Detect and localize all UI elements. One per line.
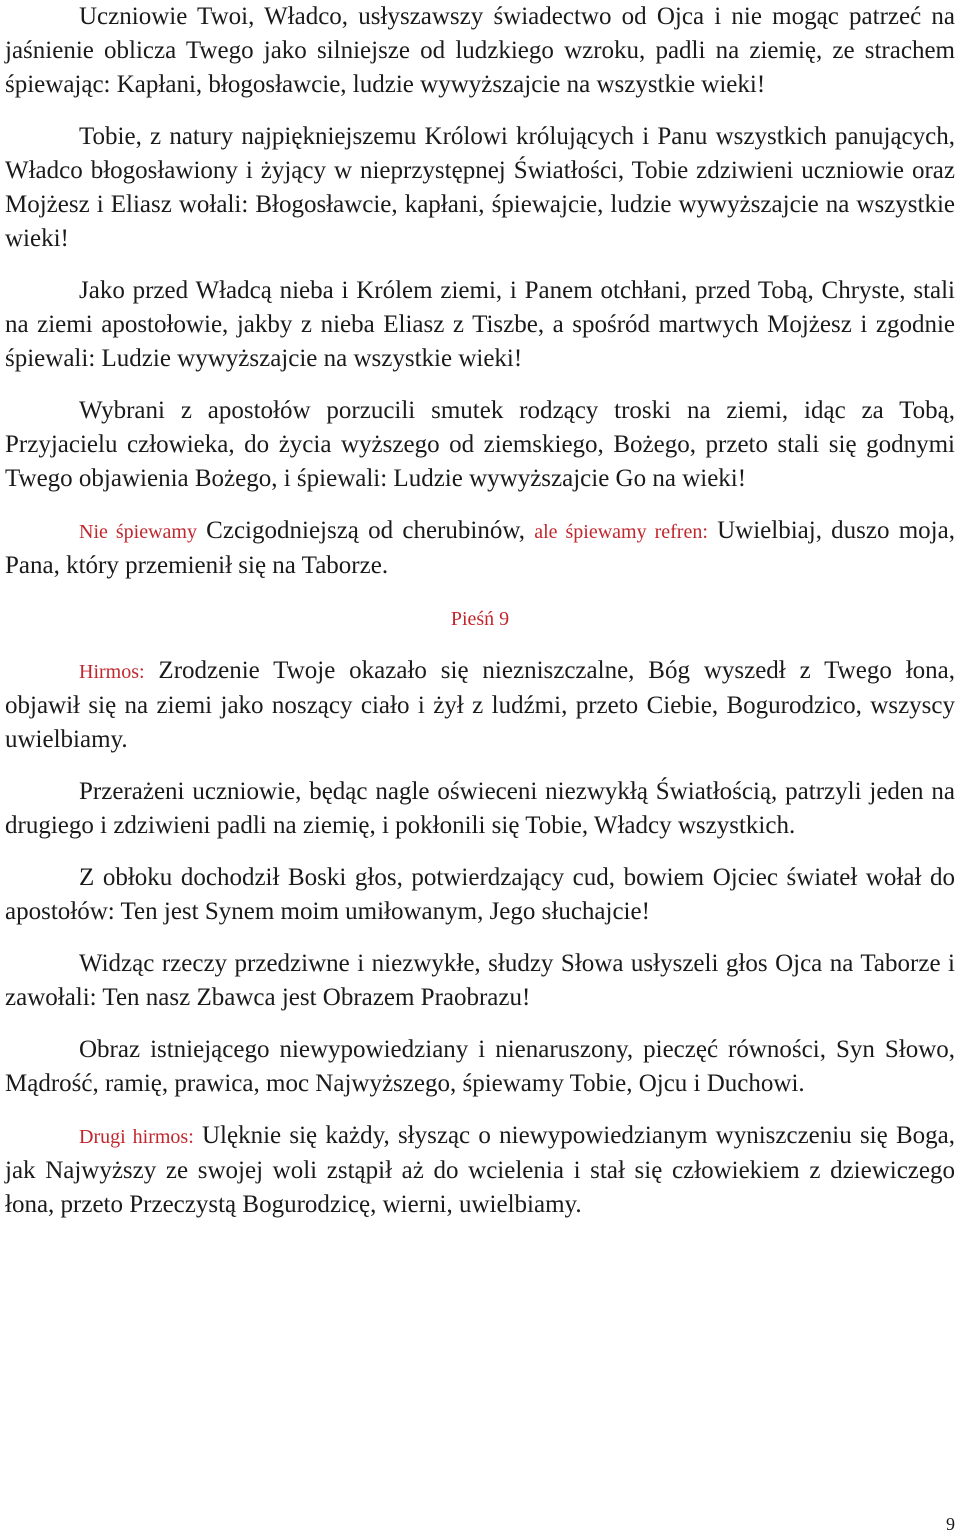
page-number: 9 (946, 1514, 955, 1534)
ode-heading-text: Pieśń 9 (450, 608, 510, 630)
second-hirmos-text: Ulęknie się każdy, słysząc o niewypowiedzianym wyniszczeniu się Boga, jak Najwyższy ze swojej woli zstąpił aż do wcielenia i stał się człowiekiem z dziewiczego łona, przeto Przeczystą Bogurodzicę, wierni, uwielbiamy. (5, 1122, 955, 1218)
paragraph-text: Obraz istniejącego niewypowiedziany i nienaruszony, pieczęć równości, Syn Słowo, Mądrość, ramię, prawica, moc Najwyższego, śpiewamy Tobie, Ojcu i Duchowi. (5, 1036, 955, 1097)
paragraph (5, 274, 955, 376)
paragraph (5, 0, 955, 102)
ode-heading (5, 601, 955, 636)
hirmos-text: Zrodzenie Twoje okazało się niezniszczalne, Bóg wyszedł z Twego łona, objawił się na ziemi jako noszący ciało i żył z ludźmi, przeto Ciebie, Bogurodzico, wszyscy uwielbiamy. (5, 657, 955, 753)
rubric-text: Czcigodniejszą od cherubinów, (196, 517, 535, 544)
paragraph-text: Widząc rzeczy przedziwne i niezwykłe, słudzy Słowa usłyszeli głos Ojca na Taborze i zawołali: Ten nasz Zbawca jest Obrazem Praobrazu! (5, 950, 955, 1011)
rubric-paragraph (5, 514, 955, 583)
rubric-red-text: Nie śpiewamy (79, 521, 197, 543)
rubric-text: Uwielbiaj, duszo moja, Pana, który przemienił się na Taborze. (5, 517, 955, 579)
second-hirmos-paragraph (5, 1119, 955, 1222)
paragraph (5, 947, 955, 1015)
paragraph (5, 861, 955, 929)
paragraph (5, 1033, 955, 1101)
paragraph-text: Wybrani z apostołów porzucili smutek rodzący troski na ziemi, idąc za Tobą, Przyjacielu człowieka, do życia wyższego od ziemskiego, Bożego, przeto stali się godnymi Twego objawienia Bożego, i śpiewali: Ludzie wywyższajcie Go na wieki! (5, 397, 955, 492)
paragraph (5, 775, 955, 843)
document-page (5, 0, 955, 1222)
paragraph-text: Jako przed Władcą nieba i Królem ziemi, i Panem otchłani, przed Tobą, Chryste, stali na ziemi apostołowie, jakby z nieba Eliasz z Tiszbe, a spośród martwych Mojżesz i zgodnie śpiewali: Ludzie wywyższajcie na wszystkie wieki! (5, 277, 955, 372)
hirmos-paragraph (5, 654, 955, 757)
paragraph-text: Przerażeni uczniowie, będąc nagle oświeceni niezwykłą Światłością, patrzyli jeden na drugiego i zdziwieni padli na ziemię, i pokłonili się Tobie, Władcy wszystkich. (5, 778, 955, 839)
paragraph-text: Tobie, z natury najpiękniejszemu Królowi królujących i Panu wszystkich panujących, Władco błogosławiony i żyjący w nieprzystępnej Światłości, Tobie zdziwieni uczniowie oraz Mojżesz i Eliasz wołali: Błogosławcie, kapłani, śpiewajcie, ludzie wywyższajcie na wszystkie wieki! (5, 123, 955, 252)
paragraph-text: Z obłoku dochodził Boski głos, potwierdzający cud, bowiem Ojciec świateł wołał do apostołów: Ten jest Synem moim umiłowanym, Jego słuchajcie! (5, 864, 955, 925)
rubric-red-text: ale śpiewamy refren: (534, 521, 708, 543)
paragraph (5, 120, 955, 256)
paragraph (5, 394, 955, 496)
hirmos-label: Hirmos: (79, 661, 145, 683)
second-hirmos-label: Drugi hirmos: (79, 1126, 194, 1148)
paragraph-text: Uczniowie Twoi, Władco, usłyszawszy świadectwo od Ojca i nie mogąc patrzeć na jaśnienie oblicza Twego jako silniejsze od ludzkiego wzroku, padli na ziemię, ze strachem śpiewając: Kapłani, błogosławcie, ludzie wywyższajcie na wszystkie wieki! (5, 3, 955, 98)
